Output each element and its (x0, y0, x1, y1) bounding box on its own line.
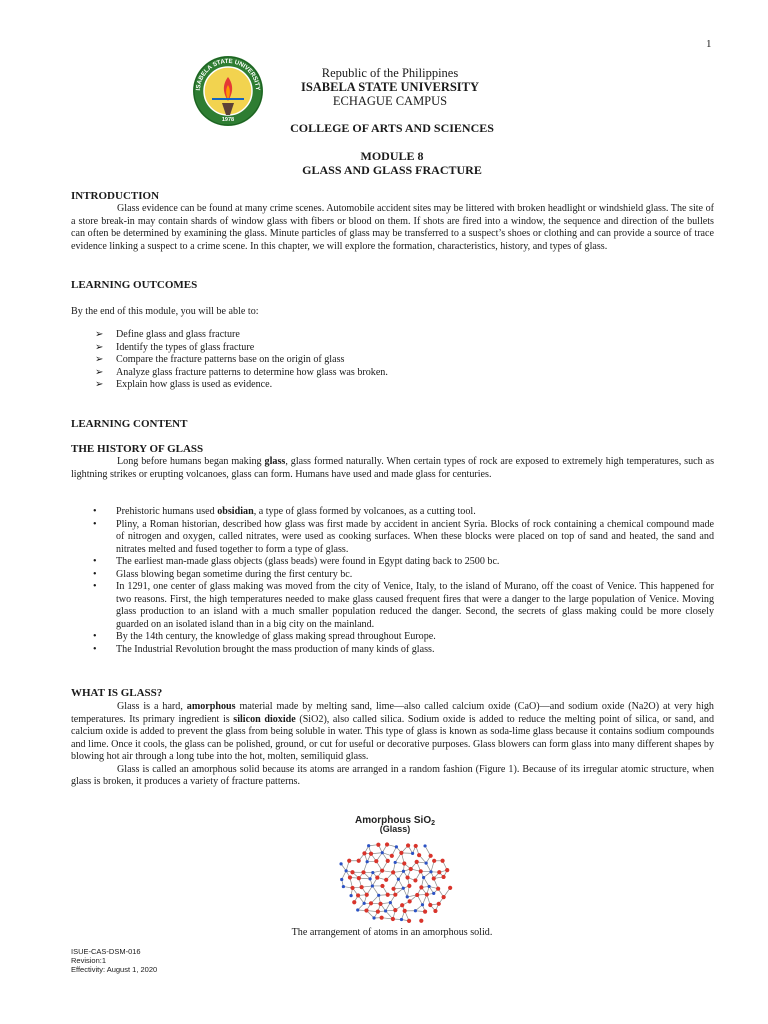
what-is-glass-paragraph-1: Glass is a hard, amorphous material made by melting sand, lime—also called calcium oxide (CaO)—and sodium oxide (Na2O) at very high temperatures. Its primary ingredient is silicon dioxide (SiO2), also called silica. Sodium oxide is added to reduce the melting point of silica, or sand, and calcium oxide is added to prevent the glass from being soluble in water. This type of glass is known as soda-lime glass because it contains sodium compounds and lime. Once it cools, the glass can be polished, ground, or cut for useful or decorative purposes. Glass blowers can form glass into many different shapes by blowing hot air through a long tube into the hot, molten, semiliquid glass. (71, 701, 714, 762)
oxygen-atom (399, 851, 403, 855)
outcome-item: ➢ Analyze glass fracture patterns to determine how glass was broken. (95, 366, 388, 378)
oxygen-atom (375, 875, 379, 879)
oxygen-atom (406, 843, 410, 847)
oxygen-atom (417, 853, 421, 857)
oxygen-atom (405, 875, 409, 879)
introduction-paragraph: Glass evidence can be found at many crime scenes. Automobile accident sites may be littered with broken headlight or windshield glass. The site of a store break-in may contain shards of window glass with fibers or blood on them. If shots are fired into a window, the sequence and direction of the bullets can often be determined by examining the glass. Minute particles of glass may be transferred to a suspect’s shoes or clothing and can provide a source of trace evidence linking a suspect to a crime scene. In this chapter, we will explore the formation, characteristics, history, and types of glass. (71, 203, 714, 252)
silicon-atom (406, 895, 409, 898)
what-is-glass-paragraph-2: Glass is called an amorphous solid because its atoms are arranged in a random fashion (Figure 1). Because of its irregular atomic structure, when glass is broken, it produces a variety of fracture patterns. (71, 763, 714, 787)
svg-text:1978: 1978 (221, 117, 235, 123)
oxygen-atom (347, 859, 351, 863)
silicon-atom (384, 909, 387, 912)
oxygen-atom (350, 870, 354, 874)
silicon-atom (372, 916, 375, 919)
silicon-atom (411, 852, 414, 855)
oxygen-atom (432, 876, 436, 880)
silicon-atom (371, 884, 374, 887)
oxygen-atom (369, 852, 373, 856)
svg-text:ISABELA STATE UNIVERSITY: ISABELA STATE UNIVERSITY (194, 57, 262, 91)
outcome-item: ➢ Identify the types of glass fracture (95, 341, 255, 353)
oxygen-atom (362, 851, 366, 855)
history-intro-post: , glass formed naturally. When certain types of rock are exposed to extremely high temperatures, such as lightning strikes or erupting volcanoes, glass can form. Humans have used and made glass for centuries. (71, 456, 715, 480)
silicon-atom (402, 870, 405, 873)
history-heading: THE HISTORY OF GLASS (71, 443, 204, 455)
learning-outcomes-intro: By the end of this module, you will be able to: (71, 306, 259, 317)
oxygen-atom (400, 903, 404, 907)
silicon-atom (423, 844, 426, 847)
silicon-atom (356, 908, 359, 911)
header-campus: ECHAGUE CAMPUS (332, 94, 448, 108)
oxygen-atom (408, 899, 412, 903)
introduction-heading: INTRODUCTION (71, 190, 160, 202)
outcome-item: ➢ Compare the fracture patterns base on the origin of glass (95, 354, 345, 366)
silicon-atom (414, 909, 417, 912)
oxygen-atom (428, 903, 432, 907)
figure-caption: The arrangement of atoms in an amorphous solid. (291, 927, 493, 938)
oxygen-atom (433, 909, 437, 913)
oxygen-atom (391, 887, 395, 891)
silicon-atom (340, 878, 343, 881)
oxygen-atom (419, 869, 423, 873)
silicon-atom (345, 869, 348, 872)
oxygen-atom (413, 878, 417, 882)
silicon-atom (389, 901, 392, 904)
oxygen-atom (409, 867, 413, 871)
oxygen-atom (374, 859, 378, 863)
oxygen-atom (376, 843, 380, 847)
atom-lattice (339, 842, 452, 923)
history-intro (71, 456, 714, 481)
silicon-atom (394, 861, 397, 864)
oxygen-atom (378, 902, 382, 906)
list-item: • Glass blowing began sometime during the first century bc. (93, 568, 353, 580)
page-number: 1 (706, 38, 712, 50)
oxygen-atom (356, 893, 360, 897)
oxygen-atom (393, 893, 397, 897)
oxygen-atom (442, 895, 446, 899)
header-republic: Republic of the Philippines (321, 66, 459, 80)
oxygen-atom (441, 875, 445, 879)
oxygen-atom (437, 870, 441, 874)
learning-outcomes-heading: LEARNING OUTCOMES (71, 279, 198, 291)
silicon-atom (371, 871, 374, 874)
oxygen-atom (445, 868, 449, 872)
silicon-atom (422, 876, 425, 879)
oxygen-atom (380, 884, 384, 888)
amorphous-sio2-figure (305, 812, 485, 930)
silicon-atom (429, 870, 432, 873)
list-item: • Prehistoric humans used obsidian, a type of glass formed by volcanoes, as a cutting tool. (93, 506, 476, 517)
list-item: • Pliny, a Roman historian, described how glass was first made by accident in ancient Syria. Blocks of rock containing a chemical compound made of nitrogen and oxygen, called nitrates, were used as cooking surfaces. When these blocks were placed on top of sand and heated, the sand and nitrates melted and fused together to form a type of glass. (93, 518, 714, 555)
learning-outcomes-list (71, 329, 714, 392)
what-is-glass-text (71, 701, 714, 789)
silicon-atom (368, 877, 371, 880)
introduction-text (71, 203, 714, 253)
oxygen-atom (386, 859, 390, 863)
oxygen-atom (357, 859, 361, 863)
oxygen-atom (391, 917, 395, 921)
oxygen-atom (407, 919, 411, 923)
silicon-atom (349, 894, 352, 897)
effectivity: Effectivity: August 1, 2020 (71, 965, 158, 974)
oxygen-atom (440, 859, 444, 863)
oxygen-atom (415, 860, 419, 864)
oxygen-atom (357, 876, 361, 880)
silicon-atom (377, 894, 380, 897)
history-intro-pre: Long before humans began making (117, 456, 265, 467)
oxygen-atom (402, 861, 406, 865)
silicon-atom (395, 845, 398, 848)
document-footer (71, 947, 157, 974)
outcome-item: ➢ Define glass and glass fracture (95, 329, 240, 340)
oxygen-atom (414, 844, 418, 848)
oxygen-atom (436, 887, 440, 891)
oxygen-atom (393, 908, 397, 912)
list-item: • In 1291, one center of glass making was moved from the city of Venice, Italy, to the island of Murano, off the coast of Venice. This happened for two reasons. First, the high temperatures needed to make glass caused frequent fires that were a danger to the large population of Venice. Moving glass production to an island with a much smaller population reduced the danger. Second, the secrets of glass making could be more closely guarded on an isolated island than in a big city on the mainland. (93, 581, 714, 630)
learning-content-heading: LEARNING CONTENT (71, 418, 188, 430)
oxygen-atom (380, 916, 384, 920)
oxygen-atom (390, 854, 394, 858)
silicon-atom (400, 918, 403, 921)
what-is-glass-heading: WHAT IS GLASS? (71, 687, 163, 699)
outcome-item: ➢ Explain how glass is used as evidence. (95, 379, 273, 391)
oxygen-atom (407, 884, 411, 888)
list-item: • The Industrial Revolution brought the mass production of many kinds of glass. (93, 643, 435, 655)
history-bullet-list (71, 506, 714, 656)
doc-code: ISUE-CAS-DSM-016 (71, 947, 141, 956)
oxygen-atom (386, 893, 390, 897)
silicon-atom (381, 851, 384, 854)
oxygen-atom (380, 869, 384, 873)
list-item: • The earliest man-made glass objects (glass beads) were found in Egypt dating back to 2500 bc. (93, 556, 500, 567)
oxygen-atom (419, 885, 423, 889)
oxygen-atom (369, 901, 373, 905)
revision: Revision:1 (71, 956, 107, 965)
oxygen-atom (432, 859, 436, 863)
oxygen-atom (385, 842, 389, 846)
oxygen-atom (419, 919, 423, 923)
oxygen-atom (350, 886, 354, 890)
oxygen-atom (384, 878, 388, 882)
silicon-atom (421, 903, 424, 906)
oxygen-atom (364, 908, 368, 912)
oxygen-atom (361, 870, 365, 874)
list-item: • By the 14th century, the knowledge of glass making spread throughout Europe. (93, 631, 436, 642)
module-number: MODULE 8 (360, 149, 424, 163)
silicon-atom (342, 885, 345, 888)
history-intro-bold: glass (264, 456, 286, 467)
silicon-atom (428, 885, 431, 888)
oxygen-atom (429, 854, 433, 858)
silicon-atom (366, 860, 369, 863)
oxygen-atom (423, 909, 427, 913)
oxygen-atom (348, 875, 352, 879)
figure-title: Amorphous SiO$_2$ (354, 815, 436, 827)
oxygen-atom (437, 902, 441, 906)
silicon-atom (367, 844, 370, 847)
silicon-atom (397, 878, 400, 881)
silicon-atom (363, 902, 366, 905)
oxygen-atom (360, 885, 364, 889)
silicon-atom (432, 892, 435, 895)
oxygen-atom (376, 910, 380, 914)
oxygen-atom (365, 893, 369, 897)
oxygen-atom (448, 886, 452, 890)
oxygen-atom (425, 892, 429, 896)
header-university: ISABELA STATE UNIVERSITY (300, 80, 480, 94)
oxygen-atom (415, 893, 419, 897)
silicon-atom (402, 887, 405, 890)
silicon-atom (339, 862, 342, 865)
oxygen-atom (391, 870, 395, 874)
college-title: COLLEGE OF ARTS AND SCIENCES (290, 121, 494, 135)
silicon-atom (425, 861, 428, 864)
oxygen-atom (403, 909, 407, 913)
figure-subtitle: (Glass) (379, 824, 411, 834)
oxygen-atom (352, 900, 356, 904)
module-title: GLASS AND GLASS FRACTURE (302, 163, 482, 177)
